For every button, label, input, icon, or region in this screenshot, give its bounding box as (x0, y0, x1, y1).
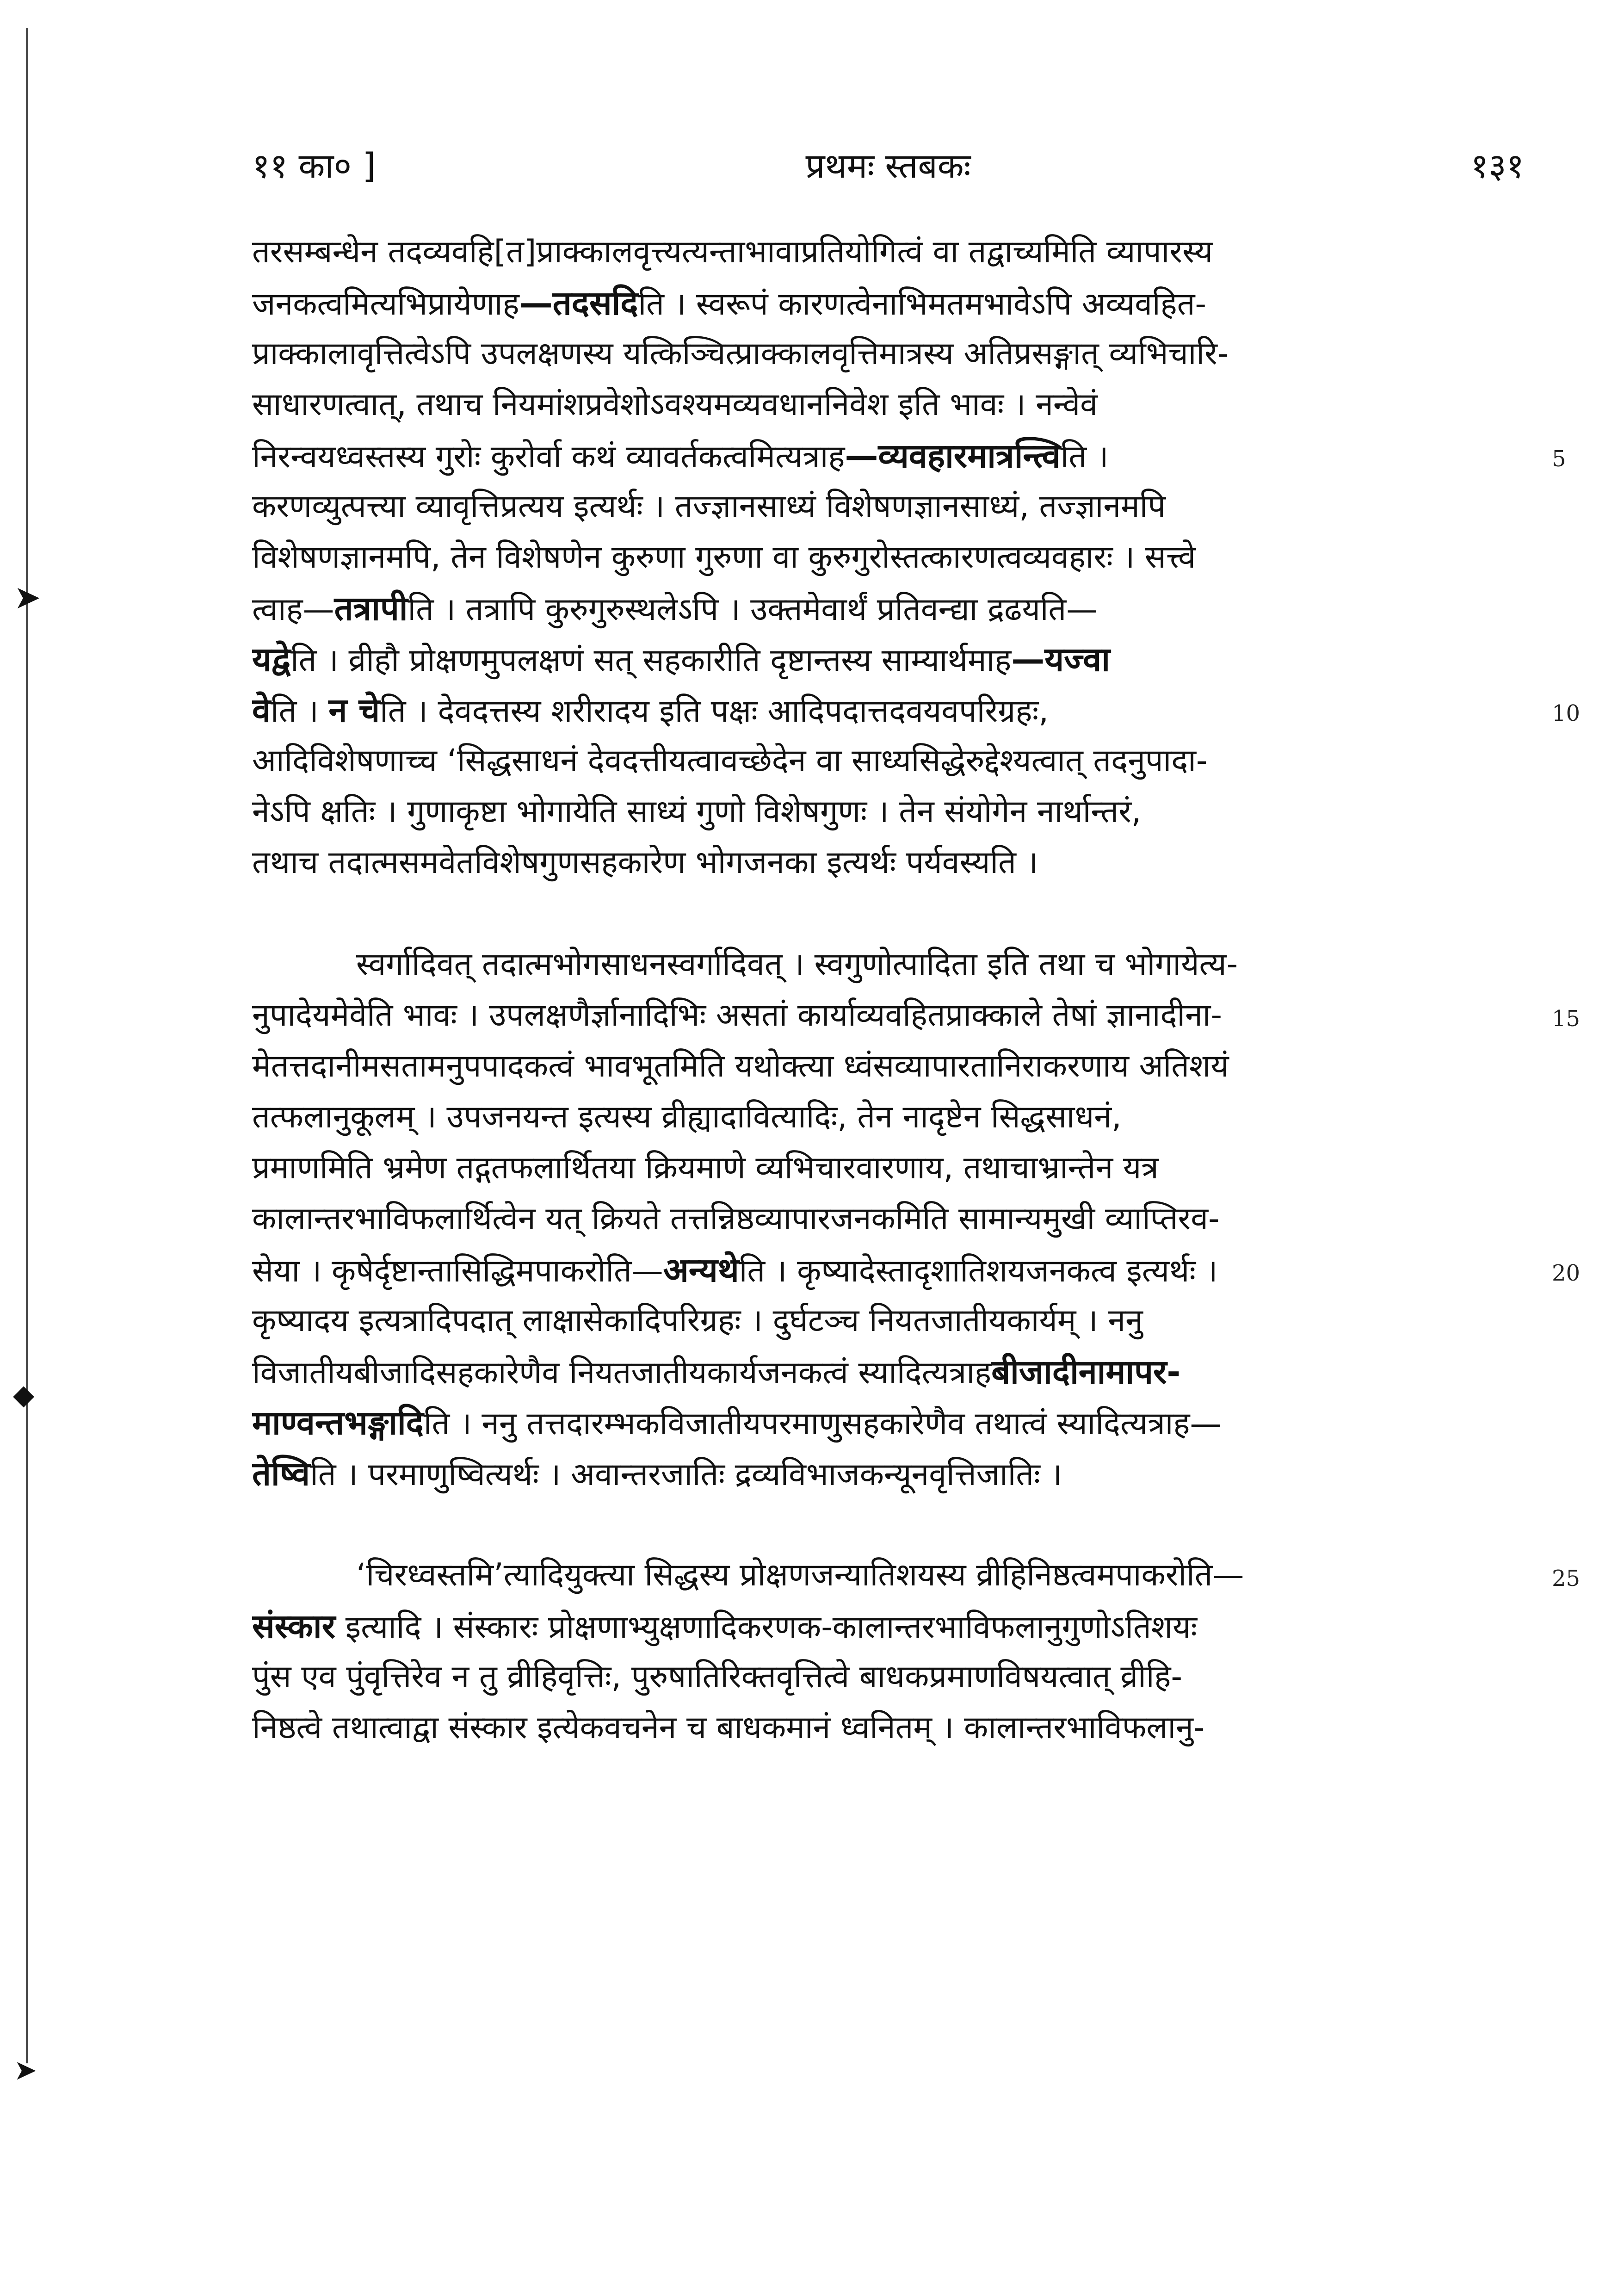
text-line (252, 1041, 1526, 1092)
text-segment: नुपादेयमेवेति भावः । उपलक्षणैर्ज्ञानादिभिः असतां कार्याव्यवहितप्राक्काले तेषां ज्ञानादीना- (252, 997, 1223, 1034)
lemma-quote: बीजादीनामापर- (991, 1352, 1181, 1391)
commentary-body (252, 227, 1526, 1753)
text-segment: मेतत्तदानीमसतामनुपपादकत्वं भावभूतमिति यथोक्त्या ध्वंसव्यापारतानिराकरणाय अतिशयं (252, 1048, 1229, 1084)
line-number: 10 (1552, 700, 1581, 726)
text-segment: ति । देवदत्तस्य शरीरादय इति पक्षः आदिपदात्तदवयवपरिग्रहः, (380, 693, 1049, 730)
text-segment: तत्फलानुकूलम् । उपजनयन्त इत्यस्य व्रीह्यादावित्यादिः, तेन नादृष्टेन सिद्धसाधनं, (252, 1099, 1122, 1135)
text-line (252, 939, 1526, 990)
text-line (252, 1346, 1526, 1397)
text-segment: कृष्यादय इत्यत्रादिपदात् लाक्षासेकादिपरिग्रहः । दुर्घटञ्च नियतजातीयकार्यम् । ननु (252, 1302, 1143, 1339)
page-number: १३१ (1470, 146, 1524, 186)
text-line (252, 1194, 1526, 1244)
text-segment: त्वाह— (252, 591, 334, 628)
text-segment: ‘चिरध्वस्तमि’त्यादियुक्त्या सिद्धस्य प्रोक्षणजन्यातिशयस्य व्रीहिनिष्ठत्वमपाकरोति— (356, 1557, 1244, 1593)
text-segment: कालान्तरभाविफलार्थित्वेन यत् क्रियते तत्तन्निष्ठव्यापारजनकमिति सामान्यमुखी व्याप्तिरव- (252, 1201, 1220, 1237)
margin-mark: ◆ (13, 1379, 35, 1411)
margin-mark: ➤ (14, 578, 41, 616)
text-segment: प्रमाणमिति भ्रमेण तद्गतफलार्थितया क्रियमाणे व्यभिचारवारणाय, तथाचाभ्रान्तेन यत्र (252, 1150, 1159, 1186)
paragraph-gap (252, 1499, 1526, 1550)
text-segment: तरसम्बन्धेन तदव्यवहि[त]प्राक्कालवृत्त्यत्यन्ताभावाप्रतियोगित्वं वा तद्वाच्यमिति व्यापारस्य (252, 234, 1213, 270)
text-line (252, 634, 1526, 685)
text-line (252, 1295, 1526, 1346)
text-line (252, 1652, 1526, 1702)
text-segment: ति । व्रीहौ प्रोक्षणमुपलक्षणं सत् सहकारीति दृष्टान्तस्य साम्यार्थमाह (290, 642, 1012, 679)
text-line (252, 1601, 1526, 1652)
text-line (252, 532, 1526, 583)
paragraph-gap (252, 888, 1526, 939)
text-line (252, 430, 1526, 481)
text-segment: ति । ननु तत्तदारम्भकविजातीयपरमाणुसहकारेणैव तथात्वं स्यादित्यत्राह— (423, 1405, 1222, 1442)
text-segment: ति । (1060, 439, 1109, 475)
lemma-quote: माण्वन्तभङ्गादि (252, 1403, 424, 1442)
text-segment: ति । कृष्यादेस्तादृशातिशयजनकत्व इत्यर्थः । (739, 1253, 1218, 1289)
line-number: 15 (1552, 1006, 1581, 1032)
text-segment: निरन्वयध्वस्तस्य गुरोः कुरोर्वा कथं व्यावर्तकत्वमित्यत्राह (252, 439, 845, 475)
text-line (252, 1244, 1526, 1295)
text-line (252, 786, 1526, 837)
text-line (252, 1550, 1526, 1601)
text-line (252, 227, 1526, 278)
text-segment: आदिविशेषणाच्च ‘सिद्धसाधनं देवदत्तीयत्वावच्छेदेन वा साध्यसिद्धेरुद्देश्यत्वात् तदनुपादा- (252, 743, 1208, 779)
section-reference: ११ का० ] (252, 146, 376, 186)
lemma-quote: —व्यवहारमात्रन्त्वि (845, 436, 1061, 475)
lemma-quote: तेष्वि (252, 1454, 310, 1493)
lemma-quote: यद्वे (252, 640, 291, 679)
text-segment: नेऽपि क्षतिः । गुणाकृष्टा भोगायेति साध्यं गुणो विशेषगुणः । तेन संयोगेन नार्थान्तरं, (252, 793, 1142, 830)
text-line (252, 379, 1526, 430)
line-number: 20 (1552, 1260, 1581, 1286)
text-segment: स्वर्गादिवत् तदात्मभोगसाधनस्वर्गादिवत् । स्वगुणोत्पादिता इति तथा च भोगायेत्य- (356, 946, 1238, 983)
text-line (252, 837, 1526, 888)
text-segment: पुंस एव पुंवृत्तिरेव न तु व्रीहिवृत्तिः, पुरुषातिरिक्तवृत्तित्वे बाधकप्रमाणविषयत्वात् व्रीहि- (252, 1659, 1183, 1695)
text-segment: ति । (271, 693, 329, 730)
text-segment: ति । तत्रापि कुरुगुरुस्थलेऽपि । उक्तमेवार्थं प्रतिवन्द्या द्रढयति— (408, 591, 1098, 628)
lemma-quote: न चे (328, 691, 380, 730)
text-segment: प्राक्कालावृत्तित्वेऽपि उपलक्षणस्य यत्किञ्चित्प्राक्कालवृत्तिमात्रस्य अतिप्रसङ्गात् व्यभिचारि- (252, 335, 1229, 372)
lemma-quote: संस्कार (252, 1607, 336, 1646)
text-line (252, 736, 1526, 786)
text-line (252, 685, 1526, 736)
text-segment: जनकत्वमित्यभिप्रायेणाह (252, 286, 519, 322)
text-line (252, 1448, 1526, 1499)
chapter-title: प्रथमः स्तबकः (805, 146, 971, 186)
text-line (252, 1397, 1526, 1448)
text-segment: ति । परमाणुष्वित्यर्थः । अवान्तरजातिः द्रव्यविभाजकन्यूनवृत्तिजातिः । (310, 1456, 1062, 1493)
text-line (252, 1143, 1526, 1194)
text-line (252, 278, 1526, 328)
text-segment: विशेषणज्ञानमपि, तेन विशेषणेन कुरुणा गुरुणा वा कुरुगुरोस्तत्कारणत्वव्यवहारः । सत्त्वे (252, 539, 1196, 576)
text-segment: करणव्युत्पत्त्या व्यावृत्तिप्रत्यय इत्यर्थः । तज्ज्ञानसाध्यं विशेषणज्ञानसाध्यं, तज्ज्ञानमपि (252, 488, 1166, 525)
lemma-quote: वे (252, 691, 271, 730)
text-segment: तथाच तदात्मसमवेतविशेषगुणसहकारेण भोगजनका इत्यर्थः पर्यवस्यति । (252, 844, 1038, 881)
lemma-quote: —यज्वा (1011, 640, 1110, 679)
text-line (252, 990, 1526, 1041)
text-segment: विजातीयबीजादिसहकारेणैव नियतजातीयकार्यजनकत्वं स्यादित्यत्राह (252, 1355, 992, 1391)
margin-mark: ➤ (14, 2054, 37, 2086)
line-number: 25 (1552, 1566, 1581, 1591)
lemma-quote: तत्रापी (334, 589, 408, 628)
text-line (252, 328, 1526, 379)
text-segment: साधारणत्वात्, तथाच नियमांशप्रवेशोऽवश्यमव्यवधाननिवेश इति भावः । नन्वेवं (252, 386, 1098, 423)
text-line (252, 1092, 1526, 1143)
running-head (252, 141, 1524, 197)
text-line (252, 481, 1526, 532)
text-line (252, 583, 1526, 634)
text-segment: निष्ठत्वे तथात्वाद्वा संस्कार इत्येकवचनेन च बाधकमानं ध्वनितम् । कालान्तरभाविफलानु- (252, 1709, 1205, 1746)
text-segment: ति । स्वरूपं कारणत्वेनाभिमतमभावेऽपि अव्यवहित- (638, 286, 1207, 322)
lemma-quote: अन्यथे (663, 1250, 739, 1289)
line-number: 5 (1552, 446, 1566, 472)
text-line (252, 1702, 1526, 1753)
text-segment: इत्यादि । संस्कारः प्रोक्षणाभ्युक्षणादिकरणक-कालान्तरभाविफलानुगुणोऽतिशयः (335, 1609, 1198, 1646)
lemma-quote: —तदसदि (519, 284, 638, 322)
text-segment: सेया । कृषेर्दृष्टान्तासिद्धिमपाकरोति— (252, 1253, 663, 1289)
margin-rule (26, 28, 28, 2063)
